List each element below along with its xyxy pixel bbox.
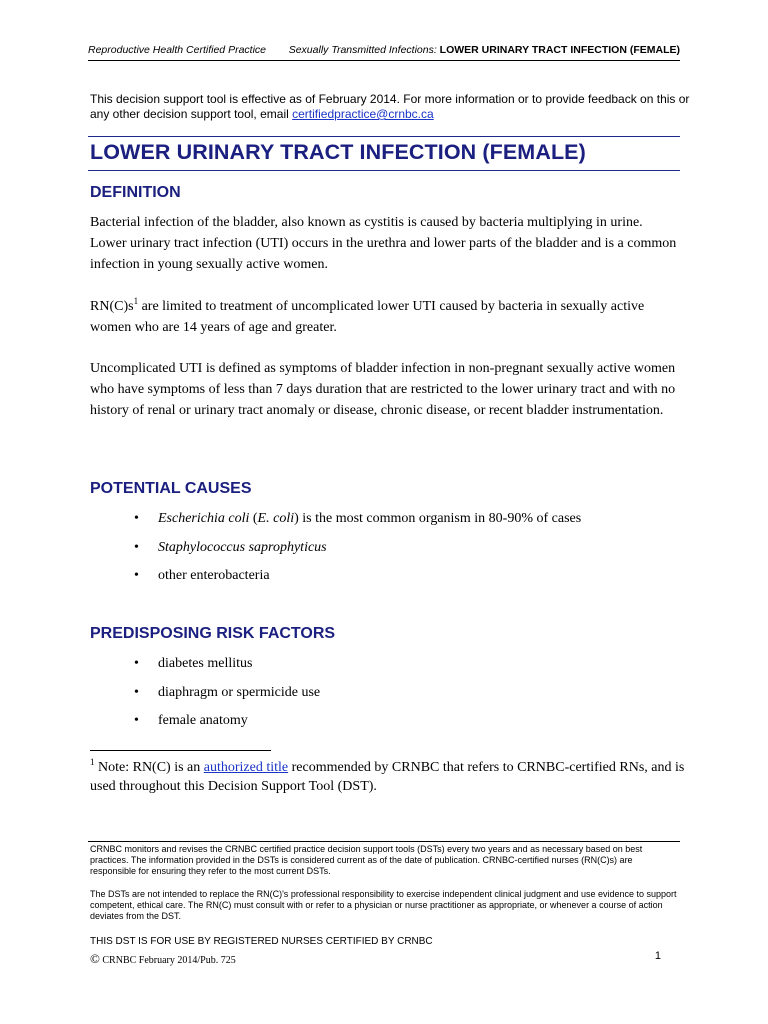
list-item xyxy=(90,539,581,568)
footer-usage-notice: THIS DST IS FOR USE BY REGISTERED NURSES CERTIFIED BY CRNBC xyxy=(90,936,433,947)
bullet-icon: • xyxy=(134,539,139,555)
list-item xyxy=(90,510,581,539)
bullet-icon: • xyxy=(134,511,139,526)
definition-paragraph-2-body: are limited to treatment of uncomplicated lower UTI caused by bacteria in sexually active women who are 14 years of age and greater. xyxy=(90,299,645,335)
footnote-pre: Note: RN(C) is an xyxy=(94,760,204,775)
cause-text: ) is the most common organism in 80-90% of cases xyxy=(294,511,582,526)
header-right xyxy=(289,44,680,56)
footnote-rule xyxy=(90,750,271,751)
risk-list xyxy=(90,655,320,741)
header-right-title: LOWER URINARY TRACT INFECTION (FEMALE) xyxy=(439,44,680,56)
rnc-term: RN(C)s xyxy=(90,299,134,314)
risk-text: diabetes mellitus xyxy=(158,656,253,671)
header-rule xyxy=(88,60,680,61)
list-item xyxy=(90,655,320,684)
organism-abbrev: E. coli xyxy=(257,511,295,526)
copyright xyxy=(90,951,236,967)
bullet-icon: • xyxy=(134,656,139,671)
footer-paragraph-1: CRNBC monitors and revises the CRNBC certified practice decision support tools (DSTs) every two years and as necessary based on best practices. The information provided in the DSTs is considered current as of the date of publication. CRNBC-certified nurses (RN(C)s) are responsible for ensuring they refer to the most current DSTs. xyxy=(90,844,643,876)
definition-heading: DEFINITION xyxy=(90,184,181,201)
causes-list xyxy=(90,510,581,596)
footer-rule xyxy=(88,841,680,842)
bullet-icon: • xyxy=(134,713,139,728)
intro-body: This decision support tool is effective as of February 2014. For more information or to provide feedback on this or any other decision support tool, email xyxy=(90,92,690,121)
footer-paragraph-2: The DSTs are not intended to replace the RN(C)'s professional responsibility to exercise independent clinical judgment and use evidence to support competent, ethical care. The RN(C) must consult with or refer to a physician or nurse practitioner as appropriate, or whenever a course of action deviates from the DST. xyxy=(90,889,677,921)
footnote-number: 1 xyxy=(90,757,95,767)
header-right-prefix: Sexually Transmitted Infections: xyxy=(288,44,440,56)
copyright-icon: © xyxy=(90,951,100,966)
page-title: LOWER URINARY TRACT INFECTION (FEMALE) xyxy=(90,140,586,164)
email-link[interactable]: certifiedpractice@crnbc.ca xyxy=(292,107,434,121)
bullet-icon: • xyxy=(134,684,139,700)
authorized-title-link[interactable]: authorized title xyxy=(203,760,289,775)
footnote-ref: 1 xyxy=(133,296,139,306)
copyright-text: CRNBC February 2014/Pub. 725 xyxy=(99,955,236,966)
cause-text: other enterobacteria xyxy=(158,568,270,583)
title-rule-top xyxy=(88,136,680,137)
definition-paragraph-1: Bacterial infection of the bladder, also known as cystitis is caused by bacteria multiplying in urine. Lower urinary tract infection (UTI) occurs in the urethra and lower parts of the bladder and is a common infection in young sexually active women. xyxy=(90,215,677,272)
list-item xyxy=(90,684,320,713)
paren-text: ( xyxy=(249,511,258,526)
bullet-icon: • xyxy=(134,568,139,583)
organism-name: Escherichia coli xyxy=(158,511,250,526)
page-number: 1 xyxy=(654,950,661,962)
title-rule-bottom xyxy=(88,170,680,171)
header-left: Reproductive Health Certified Practice xyxy=(88,44,266,56)
risk-text: female anatomy xyxy=(158,713,248,728)
organism-name: Staphylococcus saprophyticus xyxy=(158,539,327,555)
definition-paragraph-3: Uncomplicated UTI is defined as symptoms of bladder infection in non-pregnant sexually active women who have symptoms of less than 7 days duration that are restricted to the lower urinary tract and with no history of renal or urinary tract anomaly or disease, chronic disease, or recent bladder instrumentation. xyxy=(90,361,676,418)
running-header xyxy=(88,44,680,56)
causes-heading: POTENTIAL CAUSES xyxy=(90,480,252,497)
list-item xyxy=(90,567,581,596)
risk-text: diaphragm or spermicide use xyxy=(158,684,321,700)
risk-heading: PREDISPOSING RISK FACTORS xyxy=(90,625,336,642)
intro-text xyxy=(90,92,690,122)
footnote-post: recommended by CRNBC that refers to CRNBC-certified RNs, and is used throughout this Decision Support Tool (DST). xyxy=(90,760,685,794)
footnote xyxy=(90,758,690,796)
list-item xyxy=(90,712,320,741)
definition-paragraph-2 xyxy=(90,296,680,338)
